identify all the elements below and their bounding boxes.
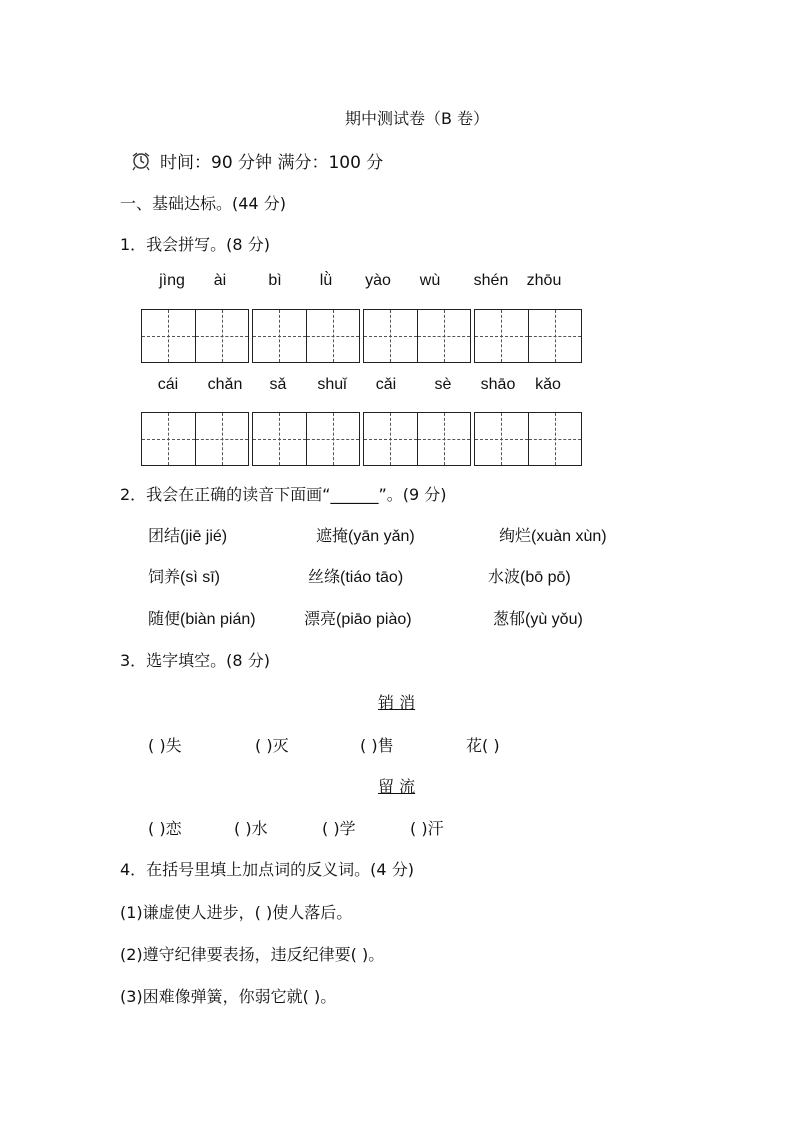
antonym-item[interactable]: (3)困难像弹簧，你弱它就( )。: [120, 987, 337, 1006]
pinyin: shén: [473, 272, 509, 289]
pinyin: ài: [213, 272, 227, 289]
pinyin: jìng: [159, 272, 185, 289]
fill-blank[interactable]: ( )学: [322, 819, 356, 838]
pinyin: zhōu: [526, 272, 562, 289]
fill-blank[interactable]: ( )失: [148, 736, 182, 755]
reading-choice[interactable]: 随便(biàn pián): [148, 611, 256, 628]
question-3-heading: 3．选字填空。(8 分): [120, 651, 270, 670]
fill-blank[interactable]: ( )水: [234, 819, 268, 838]
section-heading: 一、基础达标。(44 分): [120, 194, 286, 213]
page-title: 期中测试卷（B 卷）: [344, 109, 490, 128]
fill-blank[interactable]: ( )灭: [255, 736, 289, 755]
time-info-text: 时间：90 分钟 满分：100 分: [160, 153, 384, 173]
fill-blank[interactable]: 花( ): [466, 736, 500, 755]
reading-choice[interactable]: 团结(jiē jié): [148, 528, 228, 545]
fill-blank[interactable]: ( )恋: [148, 819, 182, 838]
writing-box[interactable]: [252, 309, 360, 363]
reading-choice[interactable]: 饲养(sì sī): [148, 569, 220, 586]
pinyin: yào: [365, 272, 391, 289]
reading-choice[interactable]: 漂亮(piāo piào): [304, 611, 412, 628]
question-4-heading: 4．在括号里填上加点词的反义词。(4 分): [120, 860, 414, 879]
question-1-heading: 1．我会拼写。(8 分): [120, 235, 270, 254]
pinyin-row-2: [141, 376, 581, 400]
pinyin: cái: [157, 376, 179, 393]
antonym-item[interactable]: (2)遵守纪律要表扬，违反纪律要( )。: [120, 945, 385, 964]
reading-choice[interactable]: 水波(bō pō): [488, 569, 571, 586]
writing-box[interactable]: [141, 412, 249, 466]
time-info-line: [130, 148, 383, 173]
character-pair: 留 流: [378, 777, 416, 796]
pinyin: lǜ: [319, 272, 333, 289]
fill-blank[interactable]: ( )售: [360, 736, 394, 755]
pinyin: sè: [434, 376, 452, 393]
pinyin: shuǐ: [317, 376, 347, 393]
reading-choice[interactable]: 遮掩(yān yǎn): [316, 528, 415, 545]
pinyin: shāo: [480, 376, 516, 393]
pinyin: wù: [419, 272, 441, 289]
writing-box[interactable]: [474, 412, 582, 466]
fill-blank[interactable]: ( )汗: [410, 819, 444, 838]
writing-grid-row-2: [141, 412, 582, 466]
writing-box[interactable]: [363, 309, 471, 363]
pinyin: kǎo: [535, 376, 561, 393]
reading-choice[interactable]: 葱郁(yù yǒu): [493, 611, 583, 628]
antonym-item[interactable]: (1)谦虚使人进步，( )使人落后。: [120, 903, 353, 922]
character-pair: 销 消: [378, 693, 416, 712]
clock-icon: [130, 151, 152, 171]
pinyin: sǎ: [269, 376, 287, 393]
writing-grid-row-1: [141, 309, 582, 363]
pinyin-row-1: [141, 272, 581, 296]
writing-box[interactable]: [252, 412, 360, 466]
writing-box[interactable]: [141, 309, 249, 363]
writing-box[interactable]: [363, 412, 471, 466]
pinyin: bì: [268, 272, 282, 289]
pinyin: chǎn: [207, 376, 243, 393]
pinyin: cǎi: [375, 376, 397, 393]
question-2-heading: 2．我会在正确的读音下面画“______”。(9 分): [120, 485, 447, 504]
writing-box[interactable]: [474, 309, 582, 363]
reading-choice[interactable]: 绚烂(xuàn xùn): [499, 528, 607, 545]
reading-choice[interactable]: 丝绦(tiáo tāo): [308, 569, 404, 586]
